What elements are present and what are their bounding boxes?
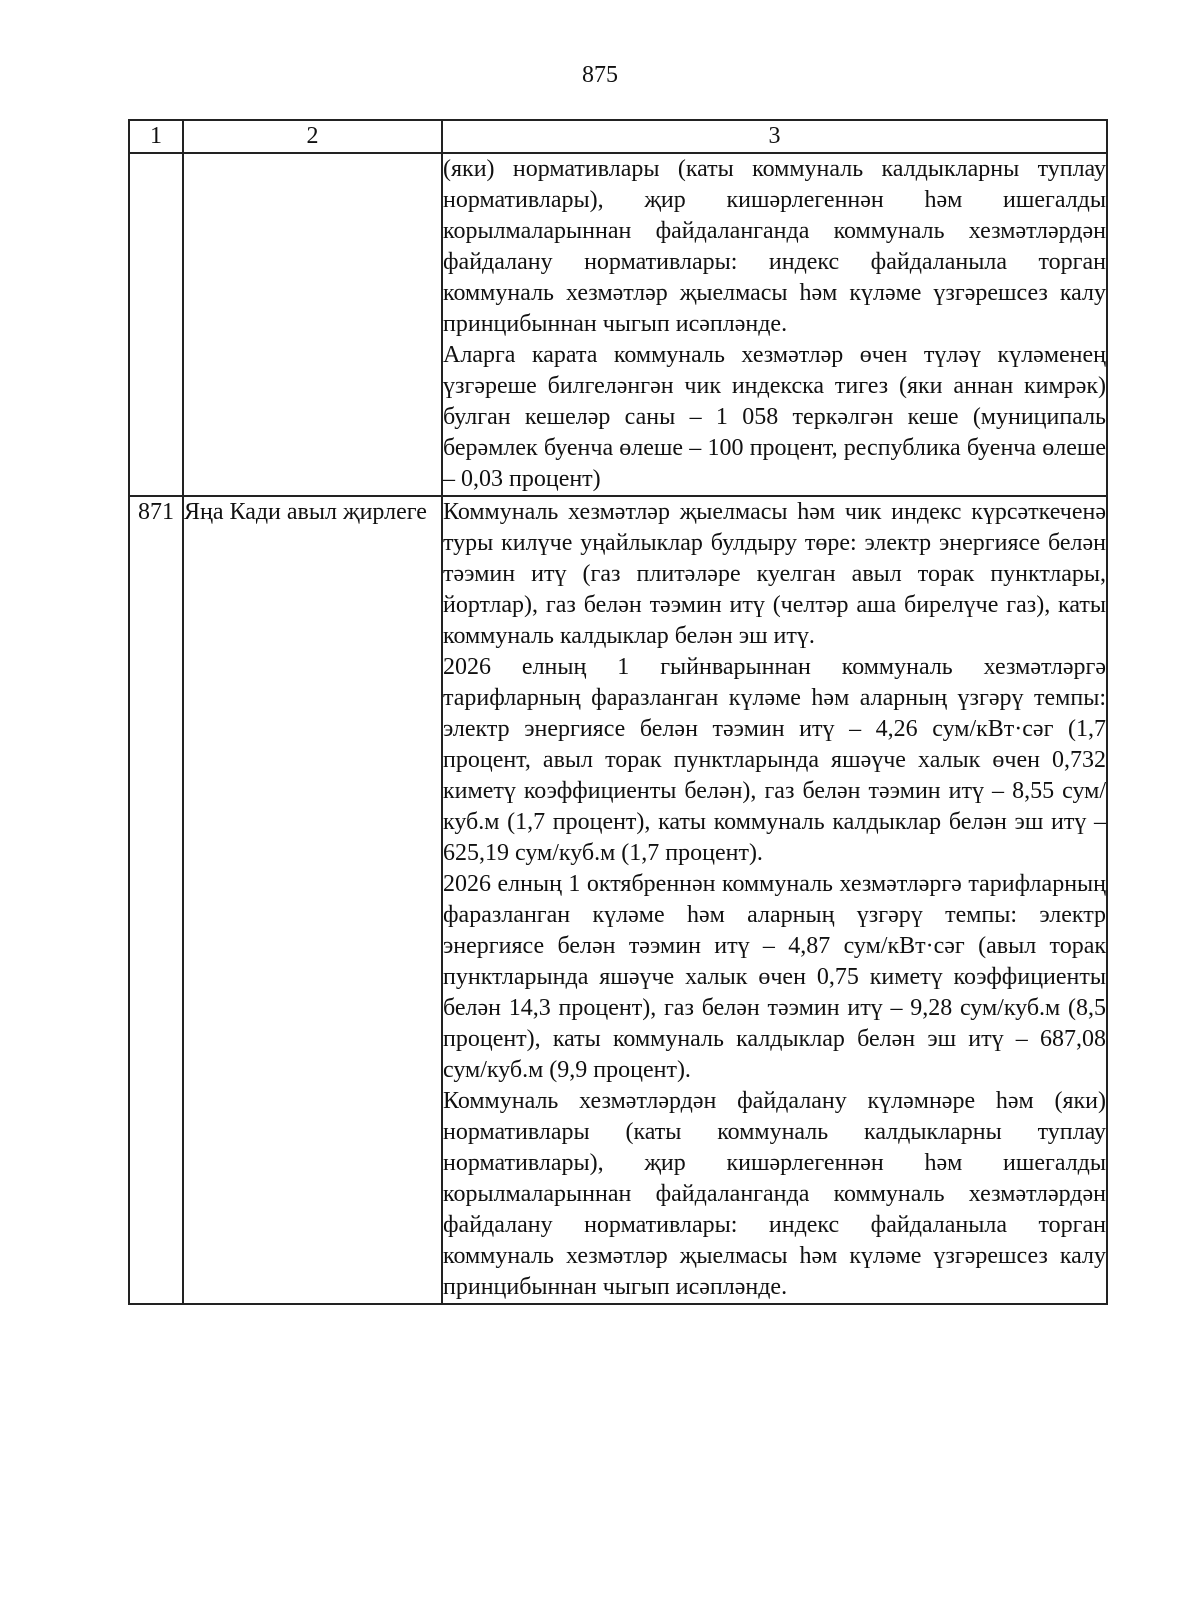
row-description (442, 496, 1107, 1304)
header-col-1: 1 (129, 120, 183, 153)
paragraph: Коммуналь хезмәтләр җыелмасы һәм чик индекс күрсәткеченә туры килүче уңайлыклар булдыру төре: электр энергиясе белән тәэмин итү (газ плитәләре куелган авыл торак пунктлары, йортлар), газ белән тәэмин итү (челтәр аша бирелүче газ), каты коммуналь калдыклар белән эш итү. (443, 499, 1106, 649)
settlement-name (183, 153, 442, 496)
settlement-name: Яңа Кади авыл җирлеге (183, 496, 442, 1304)
paragraph: (яки) нормативлары (каты коммуналь калдыкларны туплау нормативлары), җир кишәрлегеннән һәм ишегалды корылмаларыннан файдаланганда коммуналь хезмәтләрдән файдалану нормативлары: индекс файдаланыла торган коммуналь хезмәтләр җыелмасы һәм күләме үзгәрешсез калу принцибыннан чыгып исәпләнде. (443, 156, 1106, 337)
page-number: 875 (582, 62, 618, 88)
paragraph: 2026 елның 1 октябреннән коммуналь хезмәтләргә тарифларның фаразланган күләме һәм аларның үзгәрү темпы: электр энергиясе белән тәэмин итү – 4,87 сум/кВт·сәг (авыл торак пунктларында яшәүче халык өчен 0,75 киметү коэффициенты белән 14,3 процент), газ белән тәэмин итү – 9,28 сум/куб.м (8,5 процент), каты коммуналь калдыклар белән эш итү – 687,08 сум/куб.м (9,9 процент). (443, 871, 1106, 1083)
row-number: 871 (129, 496, 183, 1304)
data-table (128, 119, 1108, 1305)
row-description (442, 153, 1107, 496)
header-col-2: 2 (183, 120, 442, 153)
table-header-row (129, 120, 1107, 153)
table-row (129, 496, 1107, 1304)
paragraph: Аларга карата коммуналь хезмәтләр өчен түләү күләменең үзгәреше билгеләнгән чик индекска тигез (яки аннан кимрәк) булган кешеләр саны – 1 058 теркәлгән кеше (муниципаль берәмлек буенча өлеше – 100 процент, республика буенча өлеше – 0,03 процент) (443, 342, 1106, 492)
row-number (129, 153, 183, 496)
header-col-3: 3 (442, 120, 1107, 153)
paragraph: 2026 елның 1 гыйнварыннан коммуналь хезмәтләргә тарифларның фаразланган күләме һәм аларның үзгәрү темпы: электр энергиясе белән тәэмин итү – 4,26 сум/кВт·сәг (1,7 процент, авыл торак пунктларында яшәүче халык өчен 0,732 киметү коэффициенты белән), газ белән тәэмин итү – 8,55 сум/куб.м (1,7 процент), каты коммуналь калдыклар белән эш итү – 625,19 сум/куб.м (1,7 процент). (443, 654, 1106, 866)
table-row (129, 153, 1107, 496)
paragraph: Коммуналь хезмәтләрдән файдалану күләмнәре һәм (яки) нормативлары (каты коммуналь калдыкларны туплау нормативлары), җир кишәрлегеннән һәм ишегалды корылмаларыннан файдаланганда коммуналь хезмәтләрдән файдалану нормативлары: индекс файдаланыла торган коммуналь хезмәтләр җыелмасы һәм күләме үзгәрешсез калу принцибыннан чыгып исәпләнде. (443, 1088, 1106, 1300)
